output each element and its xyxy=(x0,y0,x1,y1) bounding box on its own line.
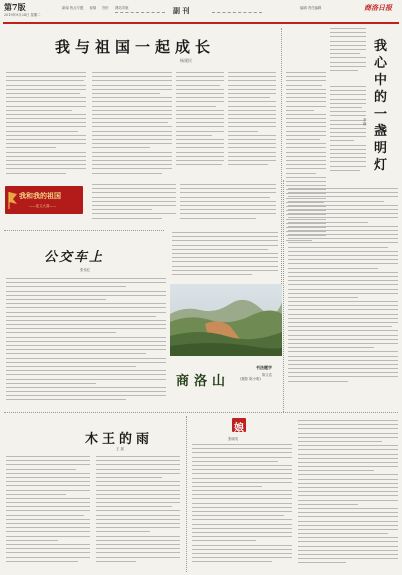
column-divider-lower xyxy=(283,180,284,412)
niang-article-title: 娘 xyxy=(234,423,244,434)
niang-title-box xyxy=(232,418,246,432)
photo-side-label: 书法题字 xyxy=(256,365,272,370)
main-article-title: 我与祖国一起成长 xyxy=(55,38,216,56)
main-article-byline: 杨建民 xyxy=(180,58,192,63)
section-title: 副 刊 xyxy=(173,6,190,15)
bottom-section-divider xyxy=(4,412,398,413)
nav-item[interactable]: 网站导航 xyxy=(114,6,129,10)
middle-col-text xyxy=(172,232,278,284)
main-article-col4 xyxy=(228,72,276,172)
essay-contest-banner xyxy=(5,186,83,214)
lamp-article-title: 我心中的一盏明灯 xyxy=(374,39,388,173)
niang-article-col2 xyxy=(298,420,398,572)
right-top-col xyxy=(330,28,366,78)
lamp-article-byline: 李 娜 xyxy=(363,118,367,126)
main-article-col2 xyxy=(92,72,172,180)
right-info: 编辑 责任编辑 xyxy=(300,6,322,10)
main-article-cont2 xyxy=(180,184,276,224)
newspaper-logo: 商洛日报 xyxy=(364,3,392,12)
banner-subtitle: ——征文大赛—— xyxy=(29,204,57,208)
wood-article-col1 xyxy=(6,456,90,571)
niang-article-col1 xyxy=(192,444,292,572)
nav-item[interactable]: 新闻 热点专题 xyxy=(62,6,84,10)
masthead xyxy=(0,0,402,22)
bus-article-title: 公交车上 xyxy=(44,250,105,265)
date-line: 2019年9月24日 星期二 xyxy=(4,13,41,17)
main-article-cont xyxy=(92,184,176,224)
main-article-col3 xyxy=(176,72,224,172)
photo-caption-title: 商洛山 xyxy=(176,374,231,389)
right-mid-col xyxy=(330,86,366,186)
banner-title: 我和我的祖国 xyxy=(19,191,61,200)
column-divider xyxy=(281,28,282,288)
nav-bar xyxy=(62,5,129,10)
section-divider xyxy=(4,230,164,231)
photo-note: (摄影 陈小明) xyxy=(240,377,261,381)
column-divider-bottom xyxy=(186,416,187,572)
banner-flag-icon xyxy=(7,190,19,210)
nav-item[interactable]: 图片 xyxy=(102,6,109,10)
masthead-rule xyxy=(3,22,399,24)
wood-article-col2 xyxy=(96,456,180,571)
lamp-article-text xyxy=(288,188,398,408)
nav-item[interactable]: 视频 xyxy=(89,6,97,10)
wood-article-title: 木王的雨 xyxy=(85,432,154,447)
page-edition: 第7版 xyxy=(4,2,26,12)
wood-article-byline: 王 斌 xyxy=(116,447,124,451)
bus-article-text xyxy=(6,278,166,408)
main-article-col1 xyxy=(6,72,86,182)
section-dash-left xyxy=(115,12,165,13)
photo-side-sub: 陈文武 xyxy=(262,373,273,377)
section-dash-right xyxy=(212,12,262,13)
niang-article-byline: 张晓英 xyxy=(228,437,239,441)
bus-article-byline: 张伟红 xyxy=(80,268,91,272)
landscape-photo xyxy=(170,284,282,356)
